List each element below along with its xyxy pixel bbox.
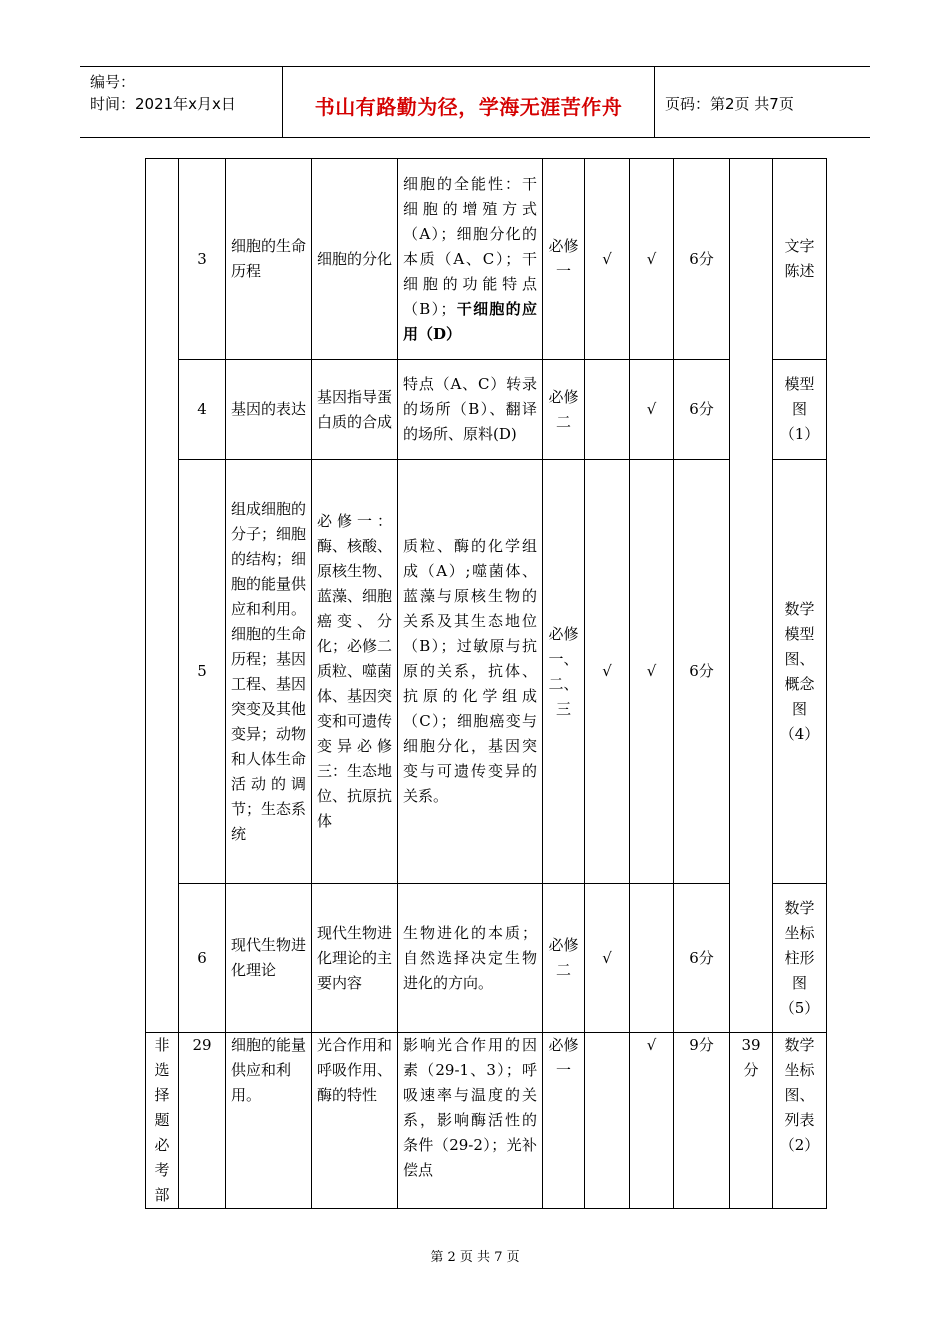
chapter-cell: 细胞的能量供应和利用。 — [226, 1033, 312, 1209]
check-mark: √ — [630, 159, 674, 360]
page-info: 页码：第2页 共7页 — [665, 95, 794, 113]
module-cell: 必修一 — [543, 159, 585, 360]
detail-bold-text: 干细胞的应用（D） — [403, 299, 537, 343]
table-row — [146, 1033, 827, 1209]
table-row — [146, 460, 827, 884]
module-cell: 必修一 — [543, 1033, 585, 1209]
header-meta — [90, 71, 236, 115]
form-cell: 模型图（1） — [773, 360, 827, 460]
chapter-cell: 组成细胞的分子；细胞的结构；细胞的能量供应和利用。细胞的生命历程；基因工程、基因突变及其他变异；动物和人体生命活动的调节；生态系统 — [226, 460, 312, 884]
question-number: 5 — [179, 460, 226, 884]
score-cell: 6分 — [674, 460, 730, 884]
chapter-cell: 细胞的生命历程 — [226, 159, 312, 360]
score-cell: 9分 — [674, 1033, 730, 1209]
score-cell: 6分 — [674, 884, 730, 1033]
module-cell: 必修二 — [543, 360, 585, 460]
total-cell: 39分 — [730, 1033, 773, 1209]
question-number: 3 — [179, 159, 226, 360]
table-row — [146, 884, 827, 1033]
score-cell: 6分 — [674, 360, 730, 460]
detail-cell: 生物进化的本质；自然选择决定生物进化的方向。 — [398, 884, 543, 1033]
module-cell: 必修一、二、三 — [543, 460, 585, 884]
exam-analysis-table — [145, 158, 827, 1209]
section-label-cell — [146, 159, 179, 1033]
question-number: 29 — [179, 1033, 226, 1209]
form-cell: 文字陈述 — [773, 159, 827, 360]
knowledge-cell: 光合作用和呼吸作用、酶的特性 — [312, 1033, 398, 1209]
form-cell: 数学坐标图、列表（2） — [773, 1033, 827, 1209]
knowledge-cell: 必修一：酶、核酸、原核生物、蓝藻、细胞癌变、分化；必修二质粒、噬菌体、基因突变和可遗传变异必修三：生态地位、抗原抗体 — [312, 460, 398, 884]
question-number: 6 — [179, 884, 226, 1033]
header-motto: 书山有路勤为径，学海无涯苦作舟 — [314, 95, 623, 119]
chapter-cell: 基因的表达 — [226, 360, 312, 460]
check-mark: √ — [630, 360, 674, 460]
knowledge-cell: 细胞的分化 — [312, 159, 398, 360]
table-row — [146, 360, 827, 460]
check-mark: √ — [585, 159, 630, 360]
question-number: 4 — [179, 360, 226, 460]
check-mark — [585, 1033, 630, 1209]
check-mark: √ — [630, 460, 674, 884]
form-cell: 数学坐标柱形图（5） — [773, 884, 827, 1033]
detail-cell: 影响光合作用的因素（29-1、3）；呼吸速率与温度的关系，影响酶活性的条件（29-2）；光补偿点 — [398, 1033, 543, 1209]
table-row — [146, 159, 827, 360]
check-mark — [630, 884, 674, 1033]
detail-cell: 特点（A、C）转录的场所（B）、翻译的场所、原料(D) — [398, 360, 543, 460]
page-footer: 第 2 页 共 7 页 — [430, 1250, 520, 1265]
total-cell — [730, 159, 773, 1033]
form-cell: 数学模型图、概念图（4） — [773, 460, 827, 884]
detail-cell — [398, 159, 543, 360]
knowledge-cell: 基因指导蛋白质的合成 — [312, 360, 398, 460]
section-label: 非选择题必考部 — [146, 1033, 179, 1209]
detail-cell: 质粒、酶的化学组成（A）;噬菌体、蓝藻与原核生物的关系及其生态地位（B）；过敏原与抗原的关系，抗体、抗原的化学组成（C）；细胞癌变与细胞分化，基因突变与可遗传变异的关系。 — [398, 460, 543, 884]
header-divider — [654, 67, 655, 137]
page-header — [80, 66, 870, 138]
detail-text: 细胞的全能性：干细胞的增殖方式（A）；细胞分化的本质（A、C）；干细胞的功能特点（B）； — [403, 174, 537, 318]
check-mark — [585, 360, 630, 460]
score-cell: 6分 — [674, 159, 730, 360]
chapter-cell: 现代生物进化理论 — [226, 884, 312, 1033]
knowledge-cell: 现代生物进化理论的主要内容 — [312, 884, 398, 1033]
number-label: 编号： — [90, 73, 136, 91]
time-label: 时间：2021年x月x日 — [90, 95, 236, 113]
check-mark: √ — [630, 1033, 674, 1209]
check-mark: √ — [585, 460, 630, 884]
module-cell: 必修二 — [543, 884, 585, 1033]
check-mark: √ — [585, 884, 630, 1033]
